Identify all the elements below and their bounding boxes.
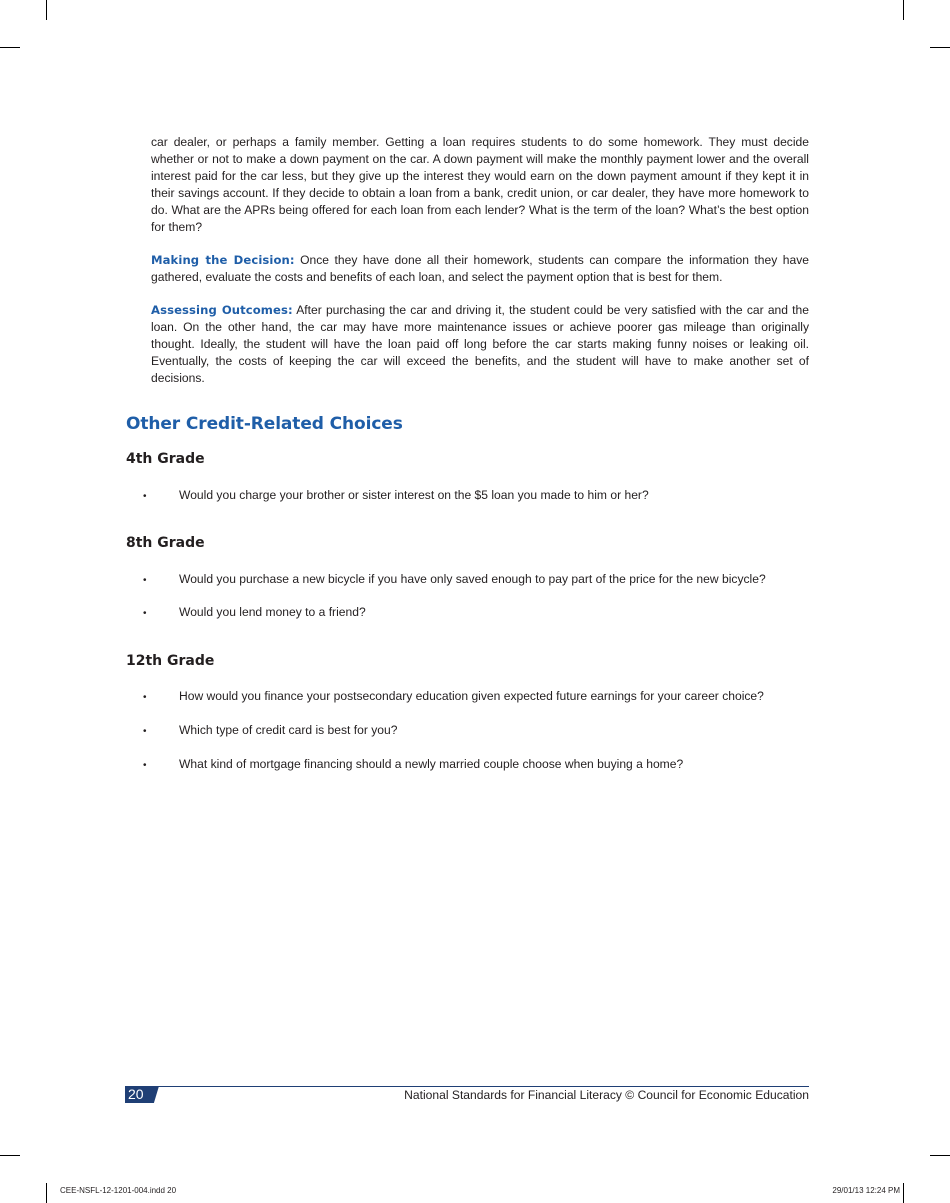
grade-heading-12th: 12th Grade (126, 653, 215, 669)
assessing-outcomes-paragraph (151, 302, 809, 387)
intro-paragraph: car dealer, or perhaps a family member. Getting a loan requires students to do some homework. They must decide whether or not to make a down payment on the car. A down payment will make the monthly payment lower and the overall interest paid for the car less, but they give up the interest they would earn on the down payment amount if they kept it in their savings account. If they decide to obtain a loan from a bank, credit union, or car dealer, they have more homework to do. What are the APRs being offered for each loan from each lender? What is the term of the loan? What’s the best option for them? (151, 135, 809, 234)
list-item-text: Would you lend money to a friend? (179, 605, 366, 619)
bullet-icon: • (143, 692, 147, 703)
assessing-outcomes-text: After purchasing the car and driving it, the student could be very satisfied with the car and the loan. On the other hand, the car may have more maintenance issues or achieve poorer gas mileage than originally thought. Ideally, the student will have the loan paid off long before the car starts making funny noises or leaking oil. Eventually, the costs of keeping the car will exceed the benefits, and the student will have to make another set of decisions. (151, 303, 809, 385)
list-item (143, 755, 683, 773)
bullet-icon: • (143, 760, 147, 771)
bullet-icon: • (143, 491, 147, 502)
footer-publication: National Standards for Financial Literacy © Council for Economic Education (404, 1088, 809, 1102)
making-decision-paragraph (151, 252, 809, 286)
list-item-text: What kind of mortgage financing should a newly married couple choose when buying a home? (179, 757, 684, 771)
bullet-icon: • (143, 726, 147, 737)
slug-timestamp: 29/01/13 12:24 PM (832, 1186, 900, 1195)
bullet-icon: • (143, 575, 147, 586)
crop-mark (930, 47, 950, 48)
making-decision-lead: Making the Decision: (151, 253, 295, 267)
list-item-text: Which type of credit card is best for you? (179, 723, 398, 737)
grade-heading-8th: 8th Grade (126, 535, 205, 551)
list-item (143, 603, 366, 621)
page-number: 20 (128, 1086, 144, 1102)
list-item (143, 687, 764, 705)
crop-mark (903, 0, 904, 20)
crop-mark (930, 1155, 950, 1156)
crop-mark (0, 1155, 20, 1156)
list-item (143, 721, 397, 739)
bullet-icon: • (143, 608, 147, 619)
list-item (143, 570, 766, 588)
crop-mark (46, 1183, 47, 1203)
slug-filename: CEE-NSFL-12-1201-004.indd 20 (60, 1186, 177, 1195)
list-item-text: How would you finance your postsecondary education given expected future earnings for your career choice? (179, 689, 764, 703)
section-title: Other Credit-Related Choices (126, 414, 403, 434)
making-decision-text: Once they have done all their homework, students can compare the information they have gathered, evaluate the costs and benefits of each loan, and select the payment option that is best for them. (151, 253, 809, 284)
crop-mark (46, 0, 47, 20)
list-item (143, 486, 649, 504)
list-item-text: Would you charge your brother or sister interest on the $5 loan you made to him or her? (179, 488, 649, 502)
grade-heading-4th: 4th Grade (126, 451, 205, 467)
crop-mark (0, 47, 20, 48)
assessing-outcomes-lead: Assessing Outcomes: (151, 303, 293, 317)
list-item-text: Would you purchase a new bicycle if you have only saved enough to pay part of the price for the new bicycle? (179, 572, 766, 586)
crop-mark (903, 1183, 904, 1203)
body-text (151, 134, 809, 403)
